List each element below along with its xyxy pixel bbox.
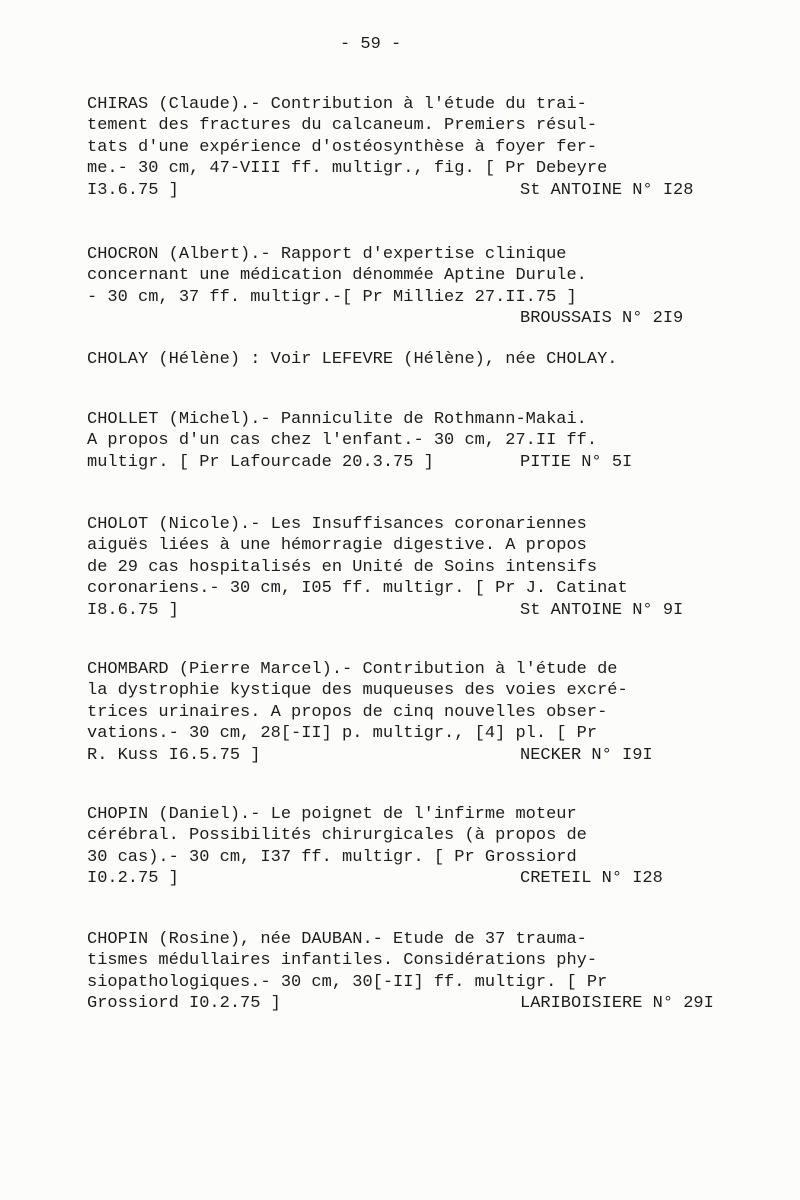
catalogue-entry [87,514,727,621]
call-number: St ANTOINE N° 9I [520,600,684,620]
entry-line: CHOCRON (Albert).- Rapport d'expertise clinique [87,245,567,264]
call-number: St ANTOINE N° I28 [520,180,694,200]
entry-line: de 29 cas hospitalisés en Unité de Soins intensifs [87,557,598,577]
entry-line: CHOMBARD (Pierre Marcel).- Contribution à l'étude de [87,660,618,679]
entry-line: - 30 cm, 37 ff. multigr.-[ Pr Milliez 27.II.75 ] [87,287,577,307]
entry-line: A propos d'un cas chez l'enfant.- 30 cm, 27.II ff. [87,431,598,451]
entry-line: CHOPIN (Daniel).- Le poignet de l'infirme moteur [87,805,577,824]
entry-line: I0.2.75 ] [87,869,179,889]
entry-line: tismes médullaires infantiles. Considérations phy- [87,951,598,971]
entry-line: CHOPIN (Rosine), née DAUBAN.- Etude de 37 trauma- [87,930,587,949]
entry-line: concernant une médication dénommée Aptine Durule. [87,266,587,286]
entry-line: aiguës liées à une hémorragie digestive. A propos [87,536,587,556]
page-number: - 59 - [340,35,402,54]
entry-line: multigr. [ Pr Lafourcade 20.3.75 ] [87,452,434,472]
entry-line: coronariens.- 30 cm, I05 ff. multigr. [ Pr J. Catinat [87,579,628,599]
entry-line: CHOLOT (Nicole).- Les Insuffisances coronariennes [87,515,587,534]
catalogue-entry [87,929,727,1015]
catalogue-entry [87,349,727,370]
call-number: CRETEIL N° I28 [520,869,663,889]
catalogue-entry [87,659,727,766]
entry-line: me.- 30 cm, 47-VIII ff. multigr., fig. [ Pr Debeyre [87,159,608,179]
entry-line: Grossiord I0.2.75 ] [87,994,281,1014]
call-number: PITIE N° 5I [520,452,633,472]
entry-line: CHOLLET (Michel).- Panniculite de Rothmann-Makai. [87,410,587,429]
entry-line: tement des fractures du calcaneum. Premiers résul- [87,116,598,136]
entry-line: vations.- 30 cm, 28[-II] p. multigr., [4] pl. [ Pr [87,724,598,744]
entry-line: CHOLAY (Hélène) : Voir LEFEVRE (Hélène), née CHOLAY. [87,350,618,369]
entry-line: la dystrophie kystique des muqueuses des voies excré- [87,681,628,701]
catalogue-entry [87,804,727,890]
call-number: NECKER N° I9I [520,745,653,765]
catalogue-entry [87,94,727,201]
call-number: BROUSSAIS N° 2I9 [520,309,684,329]
entry-line: I8.6.75 ] [87,600,179,620]
entry-line: trices urinaires. A propos de cinq nouvelles obser- [87,702,608,722]
entry-line: I3.6.75 ] [87,180,179,200]
entry-line: cérébral. Possibilités chirurgicales (à propos de [87,826,587,846]
call-number: LARIBOISIERE N° 29I [520,994,714,1014]
entry-line: tats d'une expérience d'ostéosynthèse à foyer fer- [87,137,598,157]
entry-line: CHIRAS (Claude).- Contribution à l'étude du trai- [87,95,587,114]
entry-line: siopathologiques.- 30 cm, 30[-II] ff. multigr. [ Pr [87,972,608,992]
entry-line: 30 cas).- 30 cm, I37 ff. multigr. [ Pr Grossiord [87,847,577,867]
catalogue-entry [87,409,727,473]
entry-line: R. Kuss I6.5.75 ] [87,745,261,765]
catalogue-entry [87,244,727,329]
